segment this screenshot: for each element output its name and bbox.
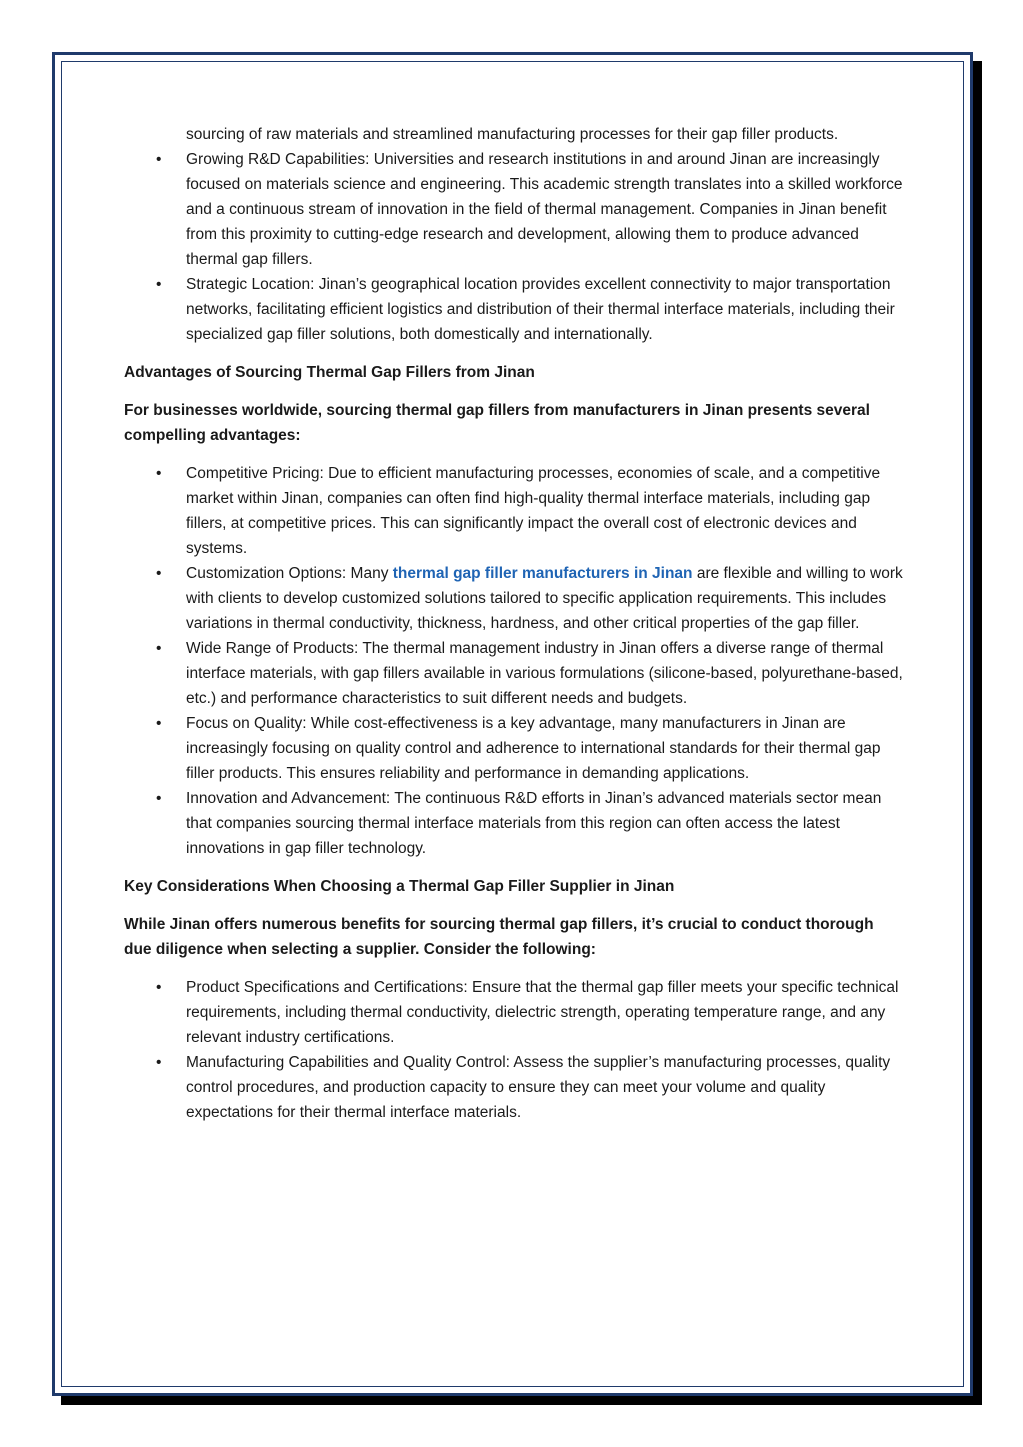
list-item: • Wide Range of Products: The thermal management industry in Jinan offers a diverse range of thermal interface materials, with gap fillers available in various formulations (silicone-based, polyurethane-based, etc.) and performance characteristics to suit different needs and budgets. [124, 636, 904, 711]
document-body [124, 122, 904, 1125]
bullet-list-1 [124, 147, 904, 347]
list-item-text: Customization Options: Many [186, 565, 393, 582]
section-heading-advantages: Advantages of Sourcing Thermal Gap Fillers from Jinan [124, 364, 535, 381]
list-item: • Manufacturing Capabilities and Quality Control: Assess the supplier’s manufacturing processes, quality control procedures, and production capacity to ensure they can meet your volume and quality expectations for their thermal interface materials. [124, 1050, 904, 1125]
section-intro-considerations: While Jinan offers numerous benefits for sourcing thermal gap fillers, it’s crucial to conduct thorough due diligence when selecting a supplier. Consider the following: [124, 916, 874, 958]
list-item-text: are flexible and willing to work with clients to develop customized solutions tailored to specific application requirements. This includes variations in thermal conductivity, thickness, hardness, and other critical properties of the gap filler. [186, 565, 903, 632]
list-item: • Competitive Pricing: Due to efficient manufacturing processes, economies of scale, and a competitive market within Jinan, companies can often find high-quality thermal interface materials, including gap fillers, at competitive prices. This can significantly impact the overall cost of electronic devices and systems. [124, 461, 904, 561]
list-item: • Innovation and Advancement: The continuous R&D efforts in Jinan’s advanced materials sector mean that companies sourcing thermal interface materials from this region can often access the latest innovations in gap filler technology. [124, 786, 904, 861]
list-item: • Growing R&D Capabilities: Universities and research institutions in and around Jinan are increasingly focused on materials science and engineering. This academic strength translates into a skilled workforce and a continuous stream of innovation in the field of thermal management. Companies in Jinan benefit from this proximity to cutting-edge research and development, allowing them to produce advanced thermal gap fillers. [124, 147, 904, 272]
manufacturers-link[interactable]: thermal gap filler manufacturers in Jinan [392, 565, 693, 582]
bullet-list-considerations [124, 975, 904, 1125]
continued-list-text: sourcing of raw materials and streamlined manufacturing processes for their gap filler products. [186, 126, 839, 143]
section-heading-considerations: Key Considerations When Choosing a Thermal Gap Filler Supplier in Jinan [124, 878, 675, 895]
bullet-list-advantages [124, 461, 904, 861]
section-intro-advantages: For businesses worldwide, sourcing thermal gap fillers from manufacturers in Jinan presents several compelling advantages: [124, 402, 870, 444]
list-item: • Focus on Quality: While cost-effectiveness is a key advantage, many manufacturers in Jinan are increasingly focusing on quality control and adherence to international standards for their thermal gap filler products. This ensures reliability and performance in demanding applications. [124, 711, 904, 786]
list-item: • Product Specifications and Certifications: Ensure that the thermal gap filler meets your specific technical requirements, including thermal conductivity, dielectric strength, operating temperature range, and any relevant industry certifications. [124, 975, 904, 1050]
list-item [124, 561, 904, 636]
list-item: • Strategic Location: Jinan’s geographical location provides excellent connectivity to major transportation networks, facilitating efficient logistics and distribution of their thermal interface materials, including their specialized gap filler solutions, both domestically and internationally. [124, 272, 904, 347]
